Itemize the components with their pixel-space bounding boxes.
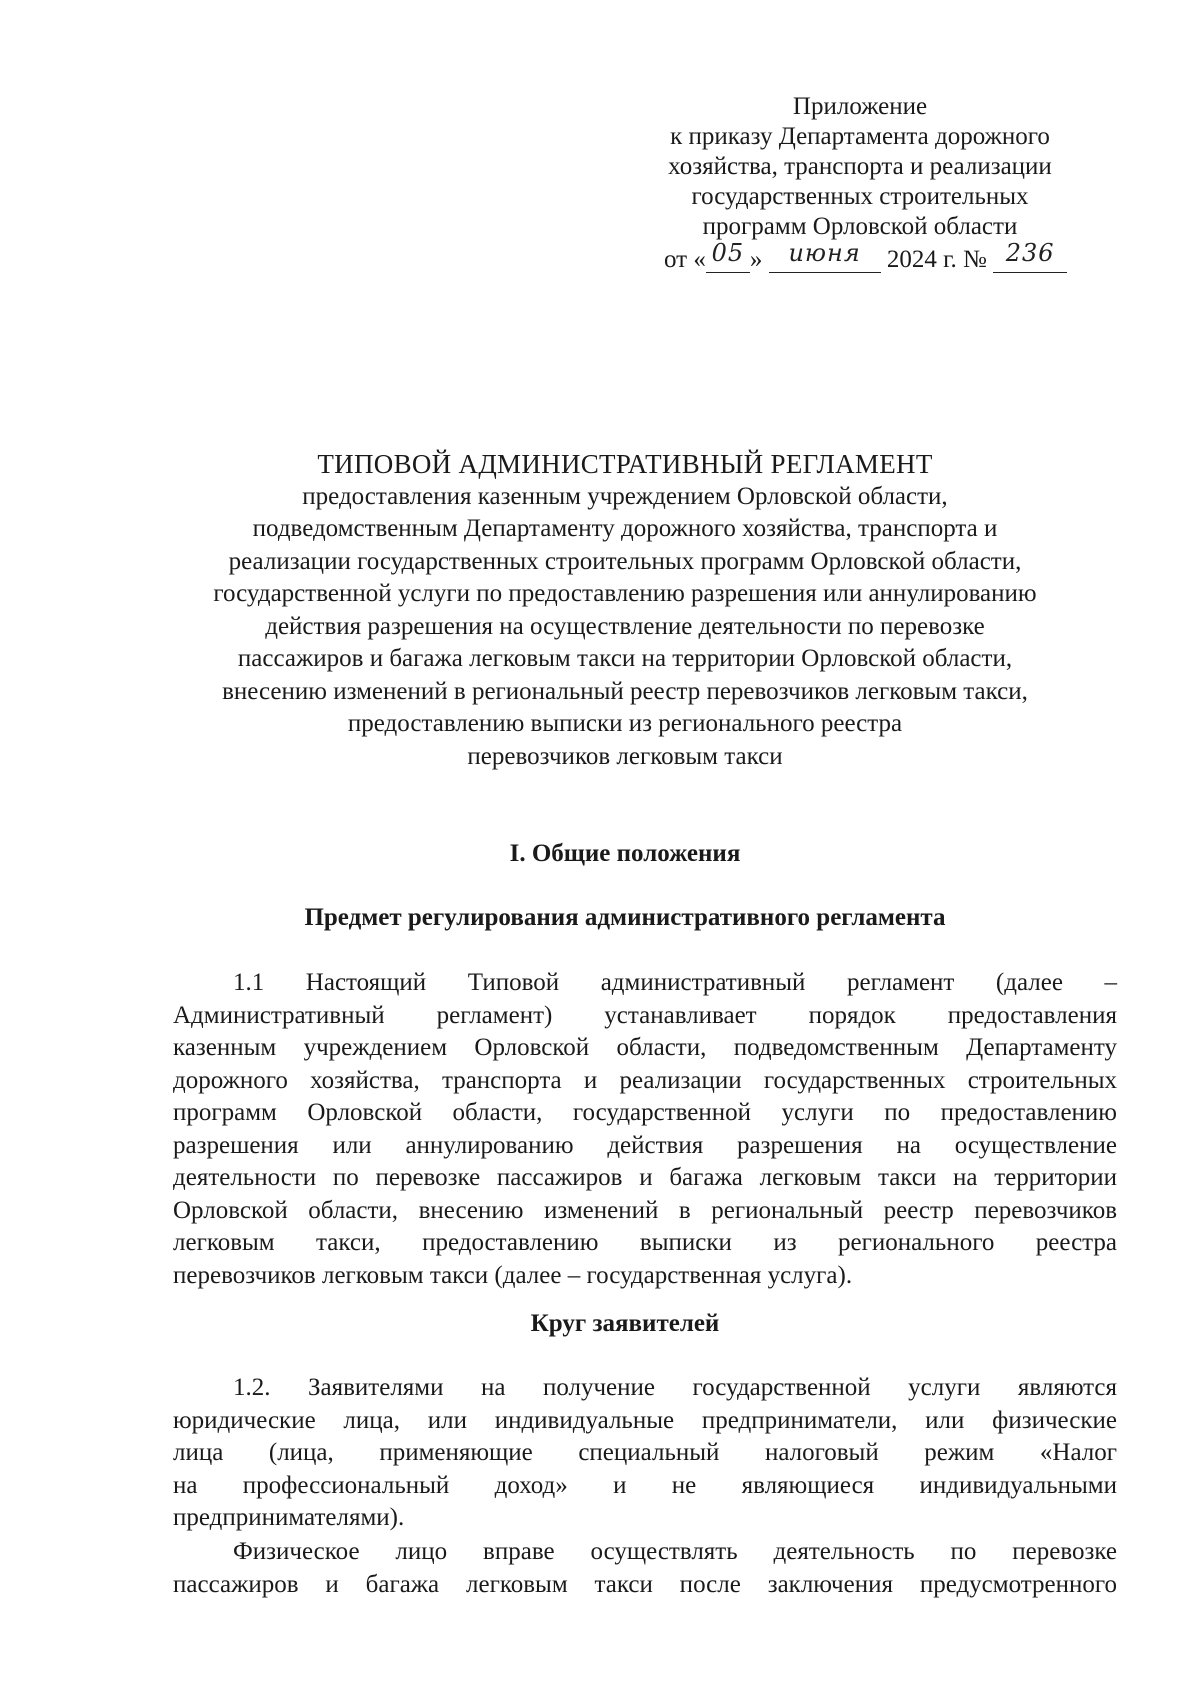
paragraph-1-2 <box>173 1372 1117 1535</box>
order-prefix: от « <box>664 246 706 273</box>
main-title: ТИПОВОЙ АДМИНИСТРАТИВНЫЙ РЕГЛАМЕНТ <box>317 449 933 479</box>
subheading-applicants: Круг заявителей <box>530 1310 720 1337</box>
paragraph-line: юридические лица, или индивидуальные предприниматели, или физические <box>173 1406 1117 1434</box>
subheading-subject: Предмет регулирования административного регламента <box>304 904 946 931</box>
paragraph-line: казенным учреждением Орловской области, подведомственным Департаменту <box>173 1034 1117 1061</box>
paragraph-line: дорожного хозяйства, транспорта и реализации государственных строительных <box>173 1066 1117 1094</box>
order-date-line <box>664 239 1114 275</box>
paragraph-line: лица (лица, применяющие специальный налоговый режим «Налог <box>173 1439 1117 1466</box>
appendix-line: государственных строительных <box>691 183 1029 210</box>
order-day-field <box>706 239 750 273</box>
paragraph-line: разрешения или аннулированию действия разрешения на осуществление <box>173 1131 1117 1159</box>
paragraph-line: перевозчиков легковым такси (далее – государственная услуга). <box>173 1261 853 1289</box>
appendix-line: программ Орловской области <box>702 213 1018 240</box>
title-line: предоставления казенным учреждением Орловской области, <box>302 482 948 510</box>
order-month-field <box>769 239 881 273</box>
appendix-line: Приложение <box>792 93 928 120</box>
paragraph-line: пассажиров и багажа легковым такси после заключения предусмотренного <box>173 1570 1117 1598</box>
appendix-header <box>640 92 1080 242</box>
section-heading-general: I. Общие положения <box>509 840 741 867</box>
appendix-line: к приказу Департамента дорожного <box>670 123 1050 150</box>
title-line: подведомственным Департаменту дорожного хозяйства, транспорта и <box>252 515 998 542</box>
paragraph-individual <box>173 1536 1117 1601</box>
paragraph-line: на профессиональный доход» и не являющиеся индивидуальными <box>173 1471 1117 1499</box>
paragraph-line: программ Орловской области, государственной услуги по предоставлению <box>173 1099 1117 1126</box>
order-month-handwritten: июня <box>788 239 861 267</box>
paragraph-line: 1.1 Настоящий Типовой административный регламент (далее – <box>233 969 1117 996</box>
paragraph-line: предпринимателями). <box>173 1504 405 1531</box>
appendix-line: хозяйства, транспорта и реализации <box>668 153 1052 180</box>
title-line: действия разрешения на осуществление деятельности по перевозке <box>265 612 985 640</box>
title-line: перевозчиков легковым такси <box>467 742 783 770</box>
document-title <box>150 448 1100 773</box>
paragraph-1-1 <box>173 967 1117 1292</box>
order-quote-close: » <box>749 246 763 273</box>
order-year-text: 2024 г. № <box>886 246 987 273</box>
paragraph-line: Административный регламент) устанавливает порядок предоставления <box>173 1001 1117 1029</box>
title-line: внесению изменений в региональный реестр перевозчиков легковым такси, <box>222 677 1028 705</box>
title-line: предоставлению выписки из регионального реестра <box>347 710 903 737</box>
paragraph-line: Орловской области, внесению изменений в региональный реестр перевозчиков <box>173 1196 1117 1224</box>
paragraph-line: легковым такси, предоставлению выписки из регионального реестра <box>173 1229 1117 1256</box>
title-line: государственной услуги по предоставлению разрешения или аннулированию <box>213 580 1037 607</box>
order-number-handwritten: 236 <box>1005 239 1055 267</box>
order-number-field <box>993 239 1067 273</box>
paragraph-line: деятельности по перевозке пассажиров и багажа легковым такси на территории <box>173 1164 1117 1191</box>
paragraph-line: 1.2. Заявителями на получение государственной услуги являются <box>233 1374 1117 1401</box>
title-line: реализации государственных строительных программ Орловской области, <box>228 547 1022 575</box>
title-line: пассажиров и багажа легковым такси на территории Орловской области, <box>237 645 1013 672</box>
paragraph-line: Физическое лицо вправе осуществлять деятельность по перевозке <box>233 1538 1117 1565</box>
order-day-handwritten: 05 <box>711 239 745 267</box>
